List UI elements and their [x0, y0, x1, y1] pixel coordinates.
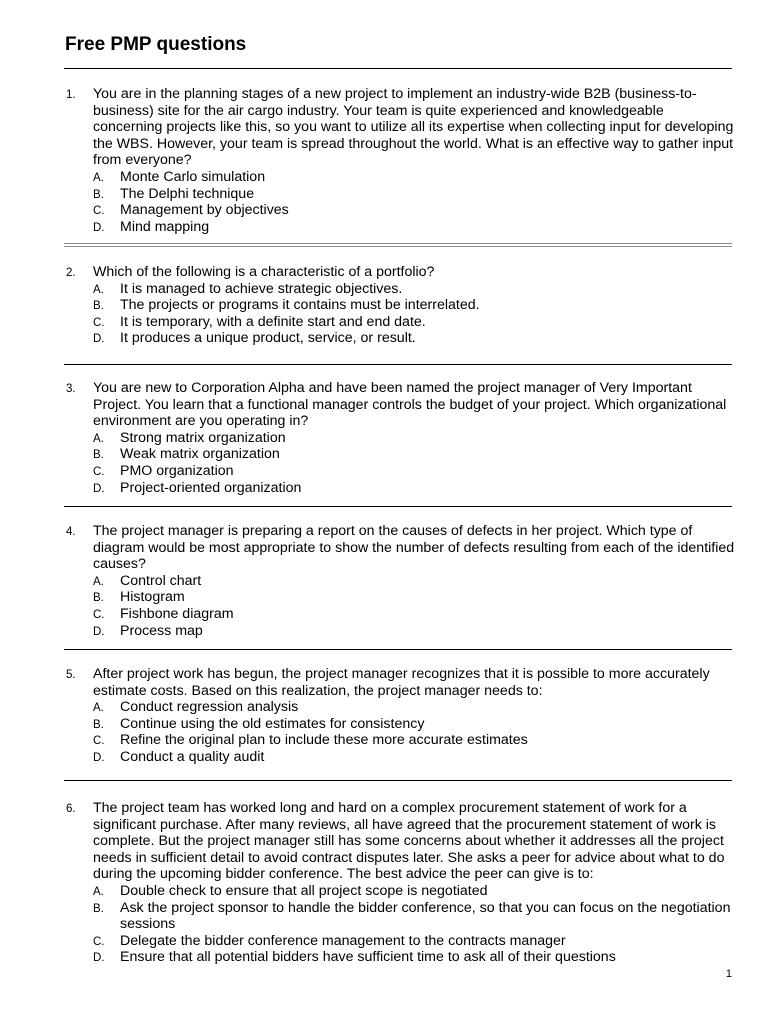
question-stem	[65, 86, 737, 169]
option-d	[65, 219, 737, 236]
option-text: Mind mapping	[120, 218, 210, 235]
option-text: It is managed to achieve strategic objectives.	[120, 280, 403, 297]
option-text: Strong matrix organization	[120, 429, 286, 446]
option-letter: A.	[93, 702, 104, 715]
option-a	[65, 573, 737, 590]
option-b	[65, 446, 737, 463]
option-text: Monte Carlo simulation	[120, 168, 266, 185]
option-letter: B.	[93, 300, 104, 313]
option-d	[65, 480, 737, 497]
option-text: Weak matrix organization	[120, 446, 280, 463]
option-b	[65, 716, 737, 733]
question-stem	[65, 800, 737, 883]
option-c	[65, 606, 737, 623]
option-c	[65, 314, 737, 331]
option-c	[65, 933, 737, 950]
option-c	[65, 463, 737, 480]
option-letter: B.	[93, 718, 104, 731]
option-text: Delegate the bidder conference management to the contracts manager	[120, 932, 566, 949]
option-letter: B.	[93, 592, 104, 605]
option-letter: C.	[93, 608, 105, 621]
question-stem	[65, 380, 737, 430]
option-letter: B.	[93, 902, 104, 915]
question-text: After project work has begun, the project manager recognizes that it is possible to more accurately estimate costs. Based on this realization, the project manager needs to:	[93, 666, 710, 699]
option-letter: C.	[93, 935, 105, 948]
question-1	[65, 86, 737, 235]
option-letter: D.	[93, 751, 105, 764]
option-letter: C.	[93, 205, 105, 218]
option-letter: A.	[93, 283, 104, 296]
option-text: Conduct regression analysis	[120, 699, 299, 716]
option-text: Process map	[120, 622, 203, 639]
question-divider	[64, 364, 732, 365]
option-text: The Delphi technique	[120, 185, 255, 202]
option-b	[65, 297, 737, 314]
option-letter: B.	[93, 449, 104, 462]
option-a	[65, 699, 737, 716]
question-text: You are new to Corporation Alpha and have been named the project manager of Very Important Project. You learn that a functional manager controls the budget of your project. Which organizational environment are you operating in?	[93, 380, 727, 430]
question-text: The project team has worked long and hard on a complex procurement statement of work for a significant purchase. After many reviews, all have agreed that the procurement statement of work is complete. But the project manager still has some concerns about whether it addresses all the project needs in sufficient detail to avoid contract disputes later. She asks a peer for advice about what to do during the upcoming bidder conference. The best advice the peer can give is to:	[93, 800, 725, 883]
option-text: Fishbone diagram	[120, 605, 234, 622]
question-stem	[65, 523, 737, 573]
option-b	[65, 186, 737, 203]
question-text: Which of the following is a characteristic of a portfolio?	[93, 264, 435, 280]
option-letter: A.	[93, 885, 104, 898]
option-text: Project-oriented organization	[120, 479, 302, 496]
option-b	[65, 900, 737, 933]
title-divider	[64, 68, 732, 69]
question-divider	[64, 649, 732, 650]
option-c	[65, 732, 737, 749]
option-letter: D.	[93, 482, 105, 495]
question-divider	[64, 780, 732, 781]
question-text: You are in the planning stages of a new project to implement an industry-wide B2B (business-to-business) site for the air cargo industry. Your team is quite experienced and knowledgeable concerning projects like this, so you want to utilize all its expertise when collecting input for developing the WBS. However, your team is spread throughout the world. What is an effective way to gather input from everyone?	[93, 86, 734, 169]
option-letter: C.	[93, 735, 105, 748]
option-text: It is temporary, with a definite start and end date.	[120, 313, 426, 330]
question-number: 4.	[66, 526, 76, 538]
option-letter: C.	[93, 316, 105, 329]
option-d	[65, 949, 737, 966]
page-title: Free PMP questions	[65, 34, 247, 55]
option-letter: D.	[93, 952, 105, 965]
option-letter: D.	[93, 221, 105, 234]
option-a	[65, 281, 737, 298]
option-d	[65, 749, 737, 766]
option-c	[65, 202, 737, 219]
question-divider-double	[64, 243, 732, 244]
option-letter: D.	[93, 333, 105, 346]
question-number: 5.	[66, 669, 76, 681]
question-number: 3.	[66, 383, 76, 395]
option-text: Histogram	[120, 589, 185, 606]
option-a	[65, 430, 737, 447]
question-stem	[65, 666, 737, 699]
option-a	[65, 883, 737, 900]
option-text: Ask the project sponsor to handle the bidder conference, so that you can focus on the negotiation sessions	[120, 899, 731, 933]
option-letter: D.	[93, 625, 105, 638]
question-number: 6.	[66, 803, 76, 815]
question-5	[65, 666, 737, 766]
option-text: Double check to ensure that all project scope is negotiated	[120, 882, 488, 899]
option-text: Control chart	[120, 572, 202, 589]
question-number: 2.	[66, 267, 76, 279]
option-d	[65, 623, 737, 640]
question-6	[65, 800, 737, 966]
option-text: Ensure that all potential bidders have sufficient time to ask all of their questions	[120, 949, 616, 966]
question-number: 1.	[66, 89, 76, 101]
option-text: It produces a unique product, service, or result.	[120, 330, 416, 347]
question-3	[65, 380, 737, 496]
option-a	[65, 169, 737, 186]
option-text: The projects or programs it contains must be interrelated.	[120, 297, 480, 314]
option-text: Management by objectives	[120, 202, 289, 219]
option-letter: A.	[93, 575, 104, 588]
question-stem	[65, 264, 737, 281]
option-text: PMO organization	[120, 462, 234, 479]
question-2	[65, 264, 737, 347]
option-letter: B.	[93, 188, 104, 201]
option-letter: A.	[93, 171, 104, 184]
option-letter: A.	[93, 432, 104, 445]
option-b	[65, 589, 737, 606]
question-4	[65, 523, 737, 639]
option-letter: C.	[93, 465, 105, 478]
option-text: Conduct a quality audit	[120, 748, 265, 765]
option-d	[65, 330, 737, 347]
page-number: 1	[725, 968, 732, 980]
question-divider	[64, 506, 732, 507]
question-text: The project manager is preparing a report on the causes of defects in her project. Which type of diagram would be most appropriate to show the number of defects resulting from each of the identified causes?	[93, 523, 735, 573]
option-text: Continue using the old estimates for consistency	[120, 715, 425, 732]
option-text: Refine the original plan to include these more accurate estimates	[120, 732, 528, 749]
